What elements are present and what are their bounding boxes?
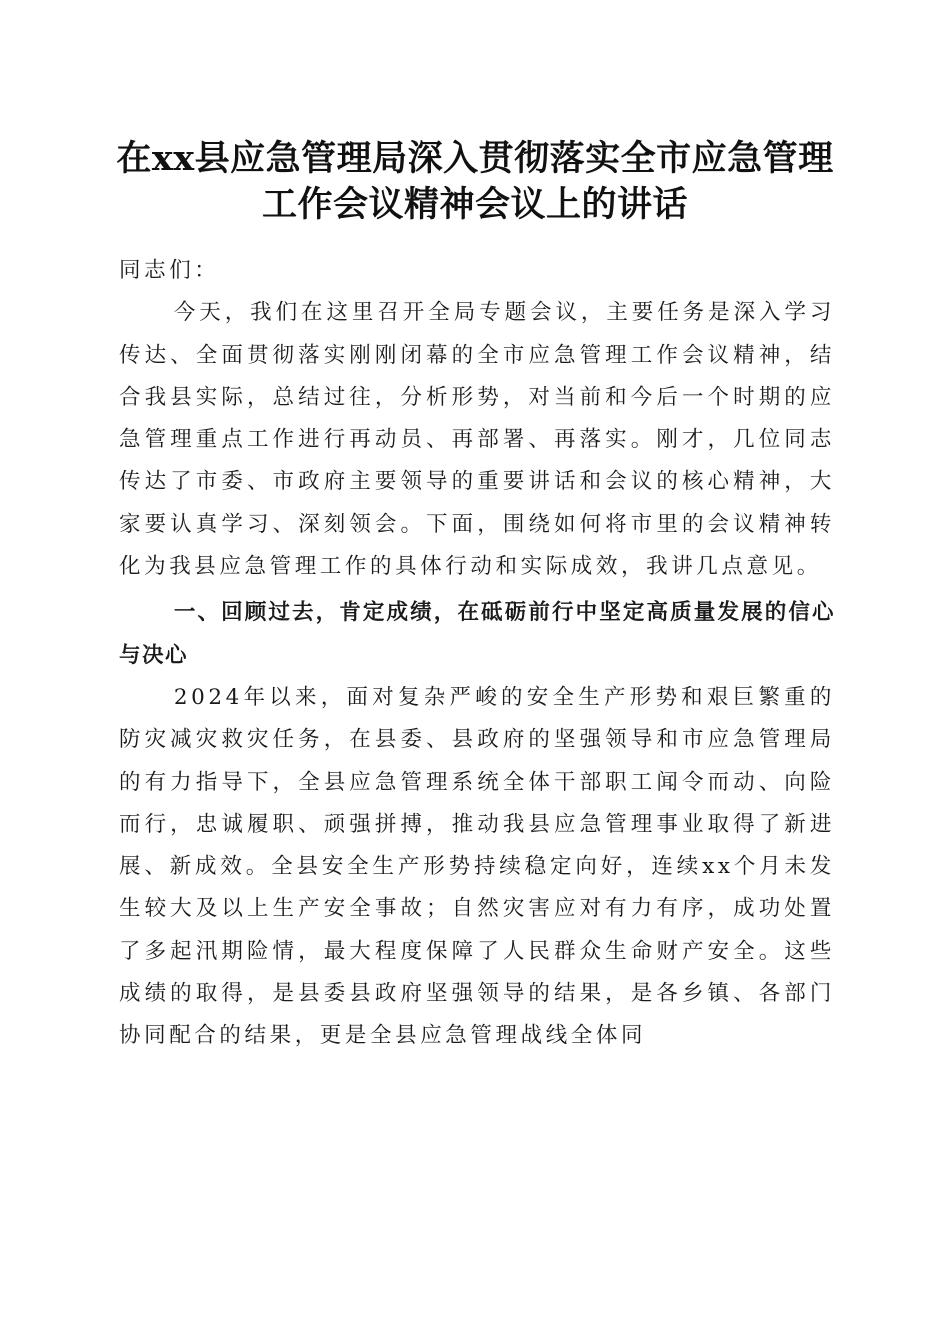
document-body [119, 250, 835, 1058]
document-title: 在xx县应急管理局深入贯彻落实全市应急管理工作会议精神会议上的讲话 [116, 138, 834, 225]
intro-paragraph: 今天，我们在这里召开全局专题会议，主要任务是深入学习传达、全面贯彻落实刚刚闭幕的全市应急管理工作会议精神，结合我县实际，总结过往，分析形势，对当前和今后一个时期的应急管理重点工作进行再动员、再部署、再落实。刚才，几位同志传达了市委、市政府主要领导的重要讲话和会议的核心精神，大家要认真学习、深刻领会。下面，围绕如何将市里的会议精神转化为我县应急管理工作的具体行动和实际成效，我讲几点意见。 [119, 300, 835, 580]
section-heading: 一、回顾过去，肯定成绩，在砥砺前行中坚定高质量发展的信心与决心 [119, 600, 835, 668]
greeting: 同志们： [119, 258, 220, 283]
section-paragraph: 2024年以来，面对复杂严峻的安全生产形势和艰巨繁重的防灾减灾救灾任务，在县委、县政府的坚强领导和市应急管理局的有力指导下，全县应急管理系统全体干部职工闻令而动、向险而行，忠诚履职、顽强拼搏，推动我县应急管理事业取得了新进展、新成效。全县安全生产形势持续稳定向好，连续xx个月未发生较大及以上生产安全事故；自然灾害应对有力有序，成功处置了多起汛期险情，最大程度保障了人民群众生命财产安全。这些成绩的取得，是县委县政府坚强领导的结果，是各乡镇、各部门协同配合的结果，更是全县应急管理战线全体同 [119, 684, 835, 1049]
